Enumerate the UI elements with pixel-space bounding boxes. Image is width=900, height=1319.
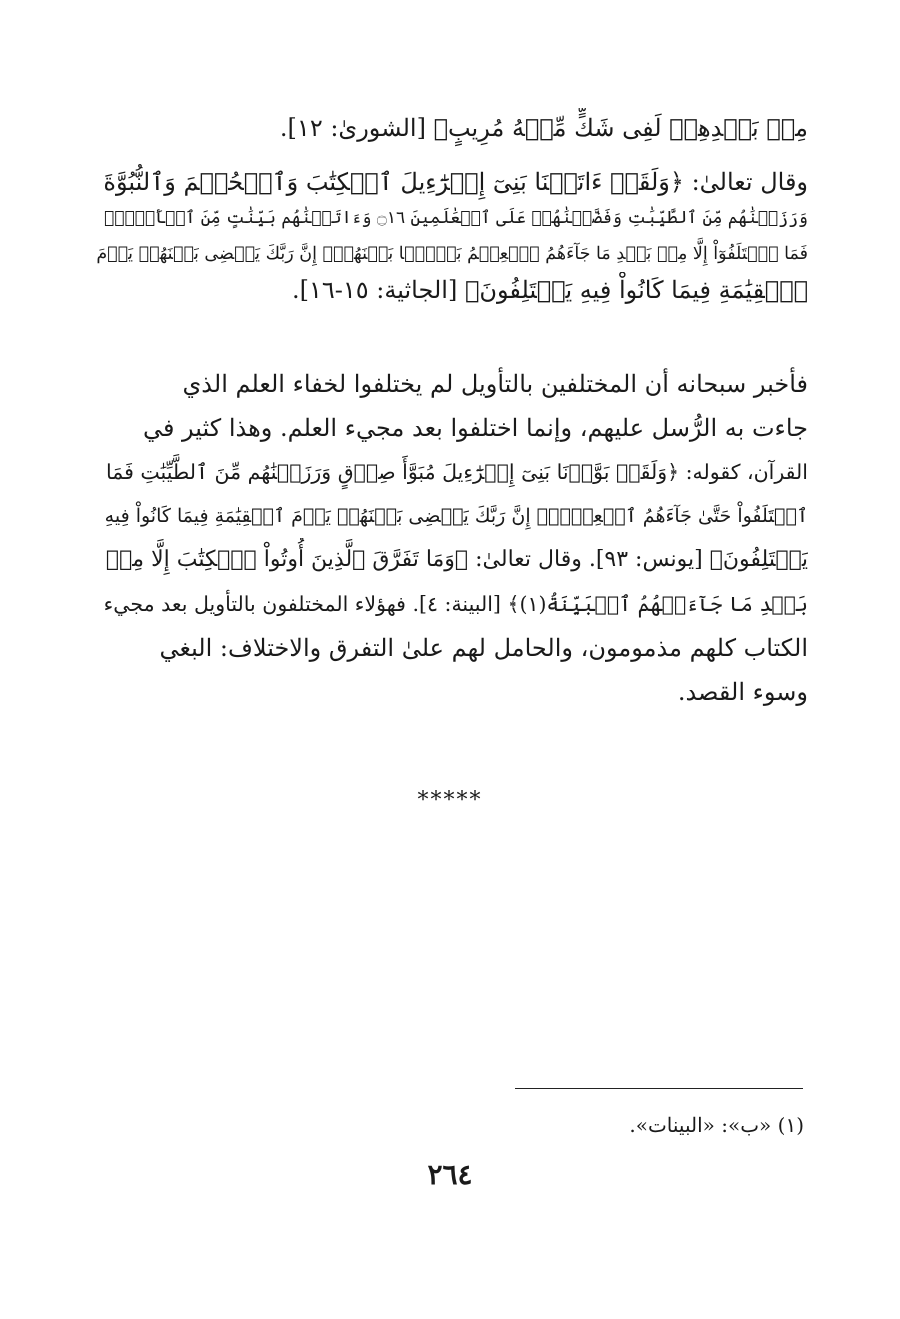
- quran-line: وقال تعالىٰ: ﴿وَلَقَدۡ ءَاتَيۡنَا بَنِىٓ إِسۡرَٰٓءِيلَ ٱلۡكِتَٰبَ وَٱلۡحُكۡمَ وَٱلنُّبُوَّةَ: [103, 168, 808, 196]
- paragraph-line: يَخۡتَلِفُونَ﴾ [يونس: ٩٣]. وقال تعالىٰ: ﴿وَمَا تَفَرَّقَ ٱلَّذِينَ أُوتُواْ ٱلۡكِتَٰبَ إِلَّا مِنۢ: [105, 547, 808, 572]
- paragraph-line: القرآن، كقوله: ﴿وَلَقَدۡ بَوَّأۡنَا بَنِىٓ إِسۡرَٰٓءِيلَ مُبَوَّأَ صِدۡقٍ وَرَزَقۡنَٰهُم مِّنَ ٱلطَّيِّبَٰتِ فَمَا: [106, 460, 808, 484]
- page-number: ٢٦٤: [427, 1158, 473, 1191]
- quran-passage: [96, 164, 808, 308]
- paragraph-line: بَعۡدِ مَا جَآءَتۡهُمُ ٱلۡبَيِّنَةُ(١)﴾ [البينة: ٤]. فهؤلاء المختلفون بالتأويل بعد مجيء: [103, 592, 808, 616]
- footnote: (١) «ب»: «البينات».: [629, 1113, 804, 1137]
- section-separator: *****: [417, 788, 483, 813]
- main-paragraph: [96, 362, 808, 714]
- paragraph-line: جاءت به الرُّسل عليهم، وإنما اختلفوا بعد مجيء العلم. وهذا كثير في: [142, 414, 808, 442]
- quran-line: ٱلۡقِيَٰمَةِ فِيمَا كَانُواْ فِيهِ يَخۡتَلِفُونَ﴾ [الجاثية: ١٥-١٦].: [291, 276, 808, 304]
- footnote-divider: [515, 1088, 803, 1089]
- paragraph-line: الكتاب كلهم مذمومون، والحامل لهم علىٰ التفرق والاختلاف: البغي: [159, 634, 808, 662]
- quran-line: وَرَزَقۡنَٰهُم مِّنَ ٱلطَّيِّبَٰتِ وَفَضَّلۡنَٰهُمۡ عَلَى ٱلۡعَٰلَمِينَ ۝١٦ وَءَاتَيۡنَٰهُم بَيِّنَٰتٍ مِّنَ ٱلۡأَمۡرِۖ: [104, 208, 808, 228]
- paragraph-line: وسوء القصد.: [677, 678, 808, 706]
- intro-line-block: [96, 108, 808, 148]
- paragraph-line: فأخبر سبحانه أن المختلفين بالتأويل لم يختلفوا لخفاء العلم الذي: [182, 370, 808, 398]
- quran-line: فَمَا ٱخۡتَلَفُوٓاْ إِلَّا مِنۢ بَعۡدِ مَا جَآءَهُمُ ٱلۡعِلۡمُ بَغۡيَۢا بَيۡنَهُمۡۚ إِنَّ رَبَّكَ يَقۡضِى بَيۡنَهُمۡ يَوۡمَ: [96, 244, 808, 264]
- intro-line: مِنۢ بَعۡدِهِمۡ لَفِى شَكٍّ مِّنۡهُ مُرِيبٍ﴾ [الشورىٰ: ١٢].: [279, 114, 808, 142]
- paragraph-line: ٱخۡتَلَفُواْ حَتَّىٰ جَآءَهُمُ ٱلۡعِلۡمُۚ إِنَّ رَبَّكَ يَقۡضِى بَيۡنَهُمۡ يَوۡمَ ٱلۡقِيَٰمَةِ فِيمَا كَانُواْ فِيهِ: [104, 505, 808, 527]
